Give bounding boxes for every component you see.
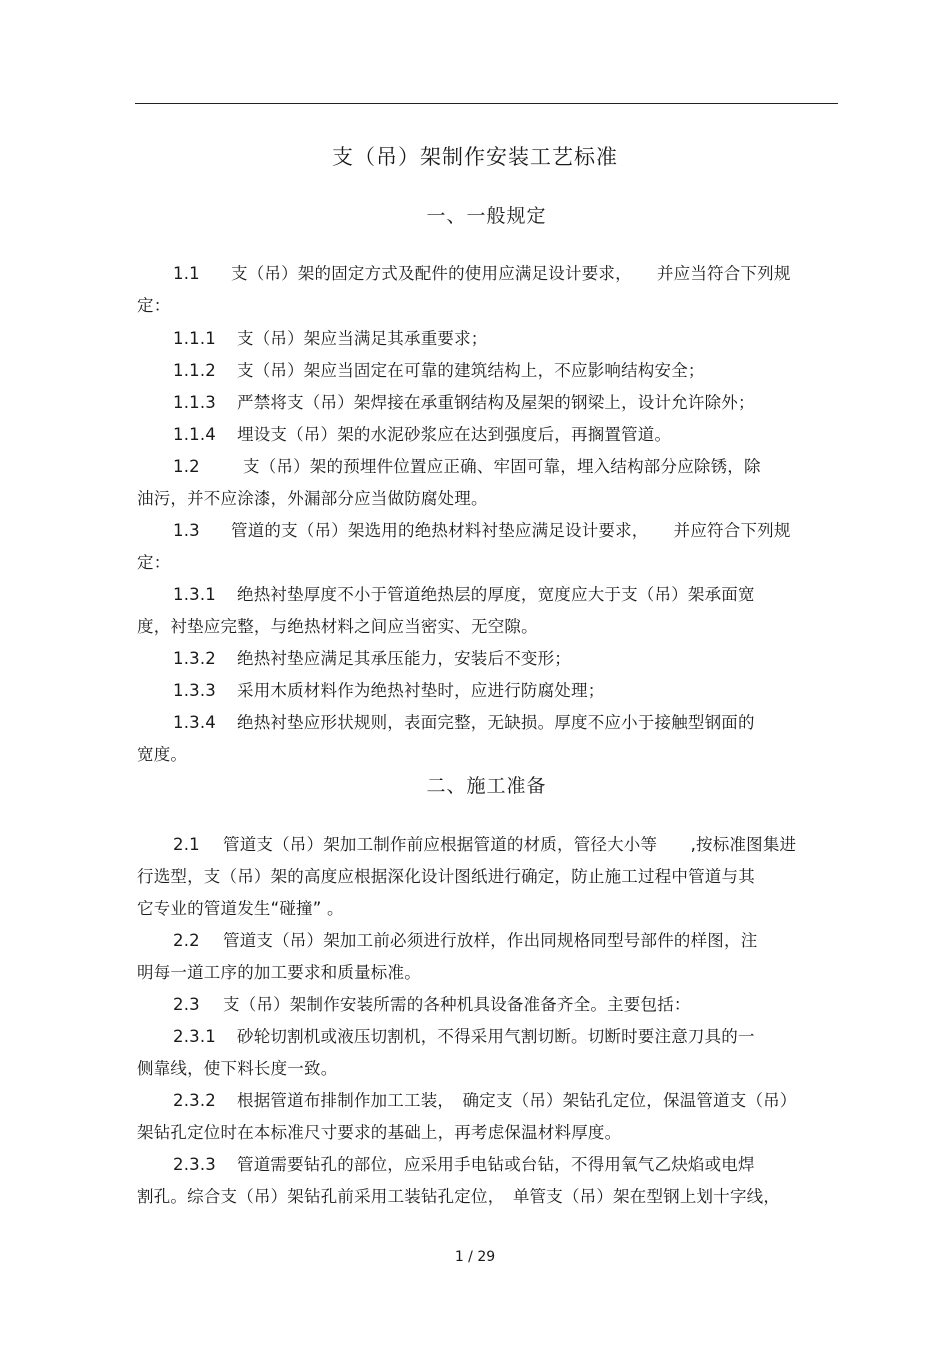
clause-2-1 (173, 833, 796, 857)
clause-2-3-2 (173, 1089, 797, 1113)
clause-text: 支（吊）架制作安装所需的各种机具设备准备齐全。主要包括： (223, 995, 691, 1014)
clause-number: 1.1.1 (173, 329, 216, 348)
clause-1-1-3 (173, 391, 755, 415)
clause-number: 2.3 (173, 995, 200, 1014)
clause-number: 1.2 (173, 457, 200, 476)
clause-2-1-cont-2: 它专业的管道发生“碰撞” 。 (137, 899, 344, 918)
clause-2-3-3 (173, 1153, 755, 1177)
clause-text: 绝热衬垫应满足其承压能力，安装后不变形； (237, 649, 571, 668)
clause-number: 2.1 (173, 835, 200, 854)
section-heading-general: 一、一般规定 (426, 205, 547, 227)
clause-2-2-cont: 明每一道工序的加工要求和质量标准。 (137, 963, 421, 982)
clause-text: 支（吊）架应当固定在可靠的建筑结构上，不应影响结构安全； (237, 361, 705, 380)
clause-text: 砂轮切割机或液压切割机，不得采用气割切断。切断时要注意刀具的一 (237, 1027, 755, 1046)
clause-number: 2.3.3 (173, 1155, 216, 1174)
clause-number: 1.1.3 (173, 393, 216, 412)
clause-1-1-cont: 定： (137, 296, 171, 315)
clause-text: 支（吊）架的固定方式及配件的使用应满足设计要求， 并应当符合下列规 (231, 264, 791, 283)
clause-2-3-1 (173, 1025, 755, 1049)
clause-1-1-2 (173, 359, 705, 383)
clause-2-2 (173, 929, 757, 953)
clause-number: 1.3 (173, 521, 200, 540)
clause-text: 埋设支（吊）架的水泥砂浆应在达到强度后，再搁置管道。 (237, 425, 672, 444)
clause-text: 采用木质材料作为绝热衬垫时，应进行防腐处理； (237, 681, 605, 700)
document-title: 支（吊）架制作安装工艺标准 (332, 145, 618, 169)
clause-1-2 (173, 455, 761, 479)
clause-number: 1.1 (173, 264, 200, 283)
clause-1-3-4-cont: 宽度。 (137, 745, 188, 764)
clause-number: 2.3.2 (173, 1091, 216, 1110)
clause-number: 1.3.1 (173, 585, 216, 604)
clause-1-3-4 (173, 711, 755, 735)
clause-2-3-2-cont: 架钻孔定位时在本标准尺寸要求的基础上，再考虑保温材料厚度。 (137, 1123, 622, 1142)
clause-1-3-1-cont: 度，衬垫应完整，与绝热材料之间应当密实、无空隙。 (137, 617, 538, 636)
clause-1-2-cont: 油污，并不应涂漆，外漏部分应当做防腐处理。 (137, 489, 488, 508)
clause-number: 2.2 (173, 931, 200, 950)
clause-text: 管道的支（吊）架选用的绝热材料衬垫应满足设计要求， 并应符合下列规 (231, 521, 791, 540)
clause-number: 1.1.2 (173, 361, 216, 380)
page-number: 1 / 29 (454, 1249, 496, 1265)
clause-2-3-3-cont: 割孔。综合支（吊）架钻孔前采用工装钻孔定位， 单管支（吊）架在型钢上划十字线， (137, 1187, 781, 1206)
clause-2-3-1-cont: 侧靠线，使下料长度一致。 (137, 1059, 338, 1078)
clause-number: 1.3.2 (173, 649, 216, 668)
clause-text: 支（吊）架的预埋件位置应正确、牢固可靠，埋入结构部分应除锈，除 (243, 457, 761, 476)
clause-text: 根据管道布排制作加工工装， 确定支（吊）架钻孔定位，保温管道支（吊） (237, 1091, 797, 1110)
clause-text: 绝热衬垫厚度不小于管道绝热层的厚度，宽度应大于支（吊）架承面宽 (237, 585, 755, 604)
clause-1-1-1 (173, 327, 488, 351)
clause-1-1 (173, 262, 791, 286)
clause-number: 1.1.4 (173, 425, 216, 444)
clause-text: 严禁将支（吊）架焊接在承重钢结构及屋架的钢梁上，设计允许除外； (237, 393, 755, 412)
clause-text: 管道支（吊）架加工制作前应根据管道的材质，管径大小等 ,按标准图集进 (223, 835, 797, 854)
clause-2-3 (173, 993, 691, 1017)
clause-number: 1.3.4 (173, 713, 216, 732)
section-heading-preparation: 二、施工准备 (426, 775, 547, 797)
clause-2-1-cont-1: 行选型，支（吊）架的高度应根据深化设计图纸进行确定，防止施工过程中管道与其 (137, 867, 755, 886)
clause-text: 支（吊）架应当满足其承重要求； (237, 329, 488, 348)
clause-1-3-1 (173, 583, 755, 607)
clause-1-1-4 (173, 423, 671, 447)
clause-1-3-3 (173, 679, 604, 703)
clause-text: 管道需要钻孔的部位，应采用手电钻或台钻，不得用氧气乙炔焰或电焊 (237, 1155, 755, 1174)
clause-1-3-2 (173, 647, 571, 671)
clause-number: 2.3.1 (173, 1027, 216, 1046)
clause-text: 绝热衬垫应形状规则，表面完整，无缺损。厚度不应小于接触型钢面的 (237, 713, 755, 732)
header-rule (135, 103, 838, 104)
clause-1-3 (173, 519, 791, 543)
clause-1-3-cont: 定： (137, 553, 171, 572)
clause-text: 管道支（吊）架加工前必须进行放样，作出同规格同型号部件的样图，注 (223, 931, 758, 950)
clause-number: 1.3.3 (173, 681, 216, 700)
